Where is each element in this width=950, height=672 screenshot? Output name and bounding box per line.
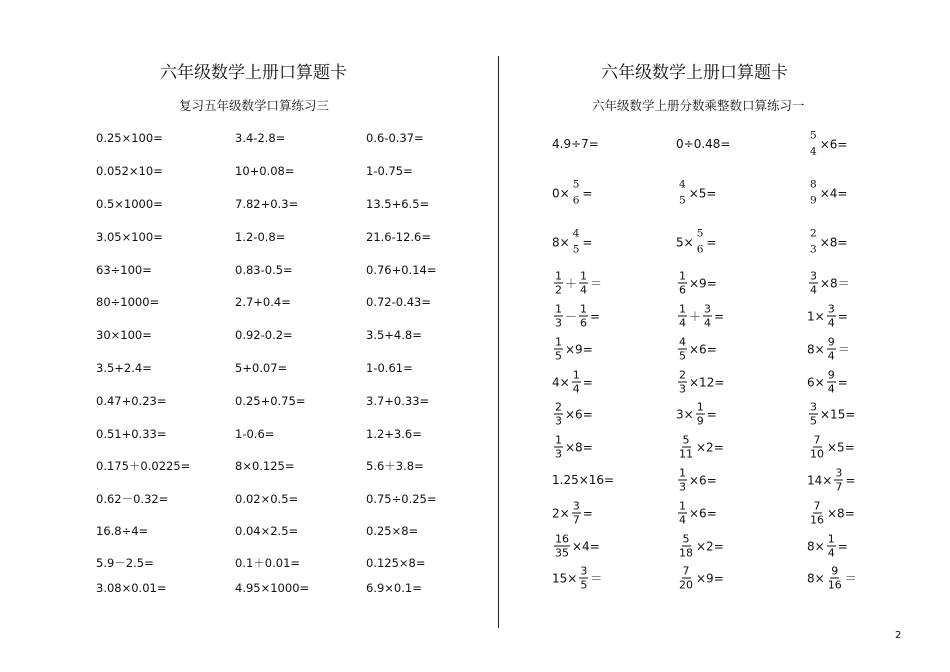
left-problem: 5.6＋3.8= xyxy=(366,459,424,473)
denominator: 4 xyxy=(572,382,580,396)
fraction-problem xyxy=(807,336,850,363)
left-problem: 3.05×100= xyxy=(96,230,163,244)
problem-operator: ×8= xyxy=(565,440,593,454)
problem-operator: = xyxy=(845,473,856,487)
left-problem: 0.6-0.37= xyxy=(366,131,424,145)
denominator: 4 xyxy=(810,283,817,297)
left-problem: 21.6-12.6= xyxy=(366,230,431,244)
problem-prefix: 6× xyxy=(807,375,825,389)
problem-prefix: 0÷0.48= xyxy=(676,137,731,151)
denominator: 18 xyxy=(679,546,693,560)
problem-operator: ＋ xyxy=(689,309,702,324)
problem-operator: ＝ xyxy=(837,342,850,357)
fraction xyxy=(703,303,712,330)
numerator: 1 xyxy=(679,302,686,316)
fraction-problem xyxy=(552,228,592,257)
denominator: 4 xyxy=(827,546,835,560)
right-subtitle: 六年级数学上册分数乘整数口算练习一 xyxy=(592,98,805,113)
left-problem: 30×100= xyxy=(96,328,152,342)
left-problem: 5.9－2.5= xyxy=(96,556,154,570)
fraction xyxy=(809,500,825,527)
problem-operator: ×4= xyxy=(819,186,848,200)
problem-prefix: 8× xyxy=(807,571,825,585)
fraction-problem xyxy=(552,565,602,592)
left-problem: 63÷100= xyxy=(96,263,152,277)
problem-prefix: 4.9÷7= xyxy=(552,137,599,151)
denominator: 6 xyxy=(572,194,580,207)
problem-operator: ＋ xyxy=(565,276,578,291)
left-problem: 0.02×0.5= xyxy=(235,492,299,506)
denominator: 5 xyxy=(580,578,588,592)
problem-suffix: = xyxy=(714,309,725,323)
problem-operator: ×6= xyxy=(689,342,717,356)
denominator: 4 xyxy=(679,316,686,330)
left-problem: 4.95×1000= xyxy=(235,581,310,595)
fraction xyxy=(809,130,818,159)
numerator: 1 xyxy=(696,400,704,414)
numerator: 3 xyxy=(810,269,817,283)
column-divider xyxy=(498,56,499,628)
left-problem: 6.9×0.1= xyxy=(366,581,422,595)
left-problem: 8×0.125= xyxy=(235,459,295,473)
denominator: 5 xyxy=(555,349,562,363)
problem-operator: ×2= xyxy=(696,539,724,553)
problem-prefix: 8× xyxy=(552,235,570,249)
denominator: 7 xyxy=(835,480,843,494)
fraction xyxy=(809,228,818,257)
denominator: 3 xyxy=(555,447,562,461)
left-problem: 0.25+0.75= xyxy=(235,394,306,408)
fraction xyxy=(834,467,843,494)
problem-operator: = xyxy=(837,309,848,323)
fraction-problem xyxy=(807,401,855,428)
denominator: 9 xyxy=(810,194,817,207)
denominator: 5 xyxy=(572,243,580,256)
problem-operator: ×8= xyxy=(827,506,855,520)
numerator: 1 xyxy=(555,302,562,316)
problem-operator: = xyxy=(582,186,593,200)
fraction xyxy=(579,270,588,297)
left-problem: 0.25×8= xyxy=(366,524,419,538)
denominator: 9 xyxy=(696,414,704,428)
left-problem: 5+0.07= xyxy=(235,361,288,375)
left-problem: 0.175＋0.0225= xyxy=(96,459,191,473)
numerator: 8 xyxy=(810,178,817,191)
problem-operator: － xyxy=(565,309,578,324)
fraction-problem xyxy=(807,270,850,297)
fraction-problem xyxy=(807,369,848,396)
numerator: 9 xyxy=(827,335,835,349)
left-problem: 0.51+0.33= xyxy=(96,427,167,441)
left-problem: 1-0.6= xyxy=(235,427,275,441)
fraction xyxy=(809,401,818,428)
left-problem: 3.4-2.8= xyxy=(235,131,286,145)
denominator: 3 xyxy=(679,480,686,494)
numerator: 1 xyxy=(679,269,686,283)
problem-operator: ×4= xyxy=(572,539,600,553)
left-problem: 1-0.61= xyxy=(366,361,413,375)
fraction xyxy=(572,500,581,527)
left-problem: 3.5+4.8= xyxy=(366,328,422,342)
fraction xyxy=(827,303,836,330)
problem-operator: ＝ xyxy=(590,571,603,586)
left-problem: 10+0.08= xyxy=(235,164,295,178)
numerator: 3 xyxy=(810,400,817,414)
denominator: 20 xyxy=(679,578,693,592)
left-problem: 13.5+6.5= xyxy=(366,197,430,211)
problem-operator: ×6= xyxy=(819,137,848,151)
denominator: 4 xyxy=(704,316,712,330)
left-problem: 1-0.75= xyxy=(366,164,413,178)
numerator: 9 xyxy=(827,368,835,382)
problem-operator: ×9= xyxy=(565,342,593,356)
numerator: 1 xyxy=(580,302,588,316)
fraction xyxy=(696,228,705,257)
fraction-problem xyxy=(676,369,724,396)
numerator: 1 xyxy=(555,433,562,447)
left-problem: 0.83-0.5= xyxy=(235,263,293,277)
fraction xyxy=(678,500,687,527)
fraction-problem xyxy=(807,303,848,330)
fraction-problem xyxy=(676,500,717,527)
numerator: 3 xyxy=(572,499,580,513)
problem-operator: ×6= xyxy=(565,407,593,421)
fraction-problem xyxy=(552,270,602,297)
fraction xyxy=(678,434,694,461)
denominator: 3 xyxy=(555,316,562,330)
fraction-problem xyxy=(676,401,717,428)
denominator: 4 xyxy=(827,382,835,396)
denominator: 5 xyxy=(810,414,817,428)
numerator: 1 xyxy=(572,368,580,382)
denominator: 4 xyxy=(810,145,817,158)
problem-prefix: 4× xyxy=(552,375,570,389)
numerator: 2 xyxy=(810,227,817,240)
denominator: 7 xyxy=(572,513,580,527)
numerator: 3 xyxy=(704,302,712,316)
fraction xyxy=(678,336,687,363)
fraction xyxy=(678,467,687,494)
denominator: 3 xyxy=(810,243,817,256)
numerator: 1 xyxy=(679,466,686,480)
numerator: 5 xyxy=(682,433,690,447)
fraction xyxy=(678,565,694,592)
left-problem: 0.125×8= xyxy=(366,556,426,570)
denominator: 6 xyxy=(580,316,588,330)
fraction-problem xyxy=(807,179,847,208)
fraction-problem xyxy=(676,303,724,330)
left-problem: 7.82+0.3= xyxy=(235,197,299,211)
numerator: 1 xyxy=(555,269,562,283)
denominator: 3 xyxy=(555,414,562,428)
denominator: 6 xyxy=(696,243,704,256)
fraction-problem xyxy=(676,137,730,151)
fraction xyxy=(809,179,818,208)
problem-prefix: 2× xyxy=(552,506,570,520)
fraction xyxy=(809,270,818,297)
denominator: 2 xyxy=(555,283,562,297)
left-problem: 1.2-0.8= xyxy=(235,230,286,244)
problem-operator: = xyxy=(706,407,717,421)
problem-prefix: 0× xyxy=(552,186,570,200)
denominator: 4 xyxy=(679,513,686,527)
fraction xyxy=(554,533,570,560)
fraction xyxy=(678,533,694,560)
fraction-problem xyxy=(807,228,847,257)
fraction-problem xyxy=(552,336,593,363)
left-problem: 0.72-0.43= xyxy=(366,295,431,309)
fraction-problem xyxy=(807,565,857,592)
problem-operator: = xyxy=(706,235,717,249)
numerator: 5 xyxy=(696,227,704,240)
fraction xyxy=(809,434,825,461)
denominator: 10 xyxy=(810,447,824,461)
problem-operator: = xyxy=(582,375,593,389)
numerator: 1 xyxy=(555,335,562,349)
problem-operator: ×6= xyxy=(689,473,717,487)
fraction-problem xyxy=(552,369,593,396)
problem-operator: = xyxy=(582,235,593,249)
fraction xyxy=(554,434,563,461)
numerator: 5 xyxy=(810,129,817,142)
fraction-problem xyxy=(807,500,855,527)
fraction xyxy=(827,565,843,592)
denominator: 35 xyxy=(555,546,569,560)
problem-prefix: 15× xyxy=(552,571,578,585)
denominator: 3 xyxy=(679,382,686,396)
fraction-problem xyxy=(552,500,593,527)
left-problem: 3.5+2.4= xyxy=(96,361,152,375)
denominator: 4 xyxy=(827,349,835,363)
fraction-problem xyxy=(807,130,847,159)
fraction xyxy=(572,179,581,208)
problem-operator: ×9= xyxy=(689,276,717,290)
fraction-problem xyxy=(552,434,593,461)
problem-operator: ×6= xyxy=(689,506,717,520)
denominator: 6 xyxy=(679,283,686,297)
fraction xyxy=(696,401,705,428)
problem-prefix: 14× xyxy=(807,473,833,487)
problem-operator: ×12= xyxy=(689,375,725,389)
problem-prefix: 8× xyxy=(807,539,825,553)
left-problem: 1.2+3.6= xyxy=(366,427,422,441)
fraction-problem xyxy=(676,467,717,494)
numerator: 1 xyxy=(679,499,686,513)
left-subtitle: 复习五年级数学口算练习三 xyxy=(179,98,330,113)
fraction xyxy=(572,228,581,257)
numerator: 7 xyxy=(813,499,821,513)
fraction-problem xyxy=(552,303,600,330)
numerator: 7 xyxy=(813,433,821,447)
fraction xyxy=(579,303,588,330)
fraction xyxy=(554,270,563,297)
left-title: 六年级数学上册口算题卡 xyxy=(160,63,347,83)
problem-operator: ×8= xyxy=(819,235,848,249)
fraction xyxy=(678,270,687,297)
left-problem: 16.8÷4= xyxy=(96,524,149,538)
fraction xyxy=(827,369,836,396)
fraction xyxy=(678,369,687,396)
problem-prefix: 5× xyxy=(676,235,694,249)
fraction-problem xyxy=(552,401,593,428)
numerator: 5 xyxy=(682,532,690,546)
fraction xyxy=(554,401,563,428)
denominator: 5 xyxy=(679,194,686,207)
fraction xyxy=(579,565,588,592)
fraction xyxy=(678,303,687,330)
left-problem: 0.1＋0.01= xyxy=(235,556,301,570)
left-problem: 2.7+0.4= xyxy=(235,295,291,309)
numerator: 1 xyxy=(827,532,835,546)
denominator: 5 xyxy=(679,349,686,363)
numerator: 4 xyxy=(572,227,580,240)
numerator: 16 xyxy=(555,532,569,546)
problem-operator: = xyxy=(837,539,848,553)
fraction xyxy=(827,533,836,560)
left-problem: 0.25×100= xyxy=(96,131,163,145)
numerator: 2 xyxy=(555,400,562,414)
problem-operator: ×2= xyxy=(696,440,724,454)
left-problem: 0.76+0.14= xyxy=(366,263,437,277)
numerator: 9 xyxy=(831,564,839,578)
fraction xyxy=(678,179,687,208)
numerator: 3 xyxy=(835,466,843,480)
numerator: 4 xyxy=(679,335,686,349)
problem-operator: = xyxy=(837,375,848,389)
numerator: 2 xyxy=(679,368,686,382)
left-problem: 0.62－0.32= xyxy=(96,492,169,506)
fraction-problem xyxy=(676,336,717,363)
problem-operator: ×5= xyxy=(827,440,855,454)
fraction-problem xyxy=(552,533,600,560)
fraction xyxy=(554,303,563,330)
problem-operator: ×8＝ xyxy=(820,276,850,291)
problem-suffix: = xyxy=(590,309,601,323)
denominator: 4 xyxy=(827,316,835,330)
fraction-problem xyxy=(676,179,716,208)
problem-suffix: ＝ xyxy=(590,276,603,291)
fraction-problem xyxy=(807,434,855,461)
fraction-problem xyxy=(552,179,592,208)
numerator: 4 xyxy=(679,178,686,191)
fraction xyxy=(554,336,563,363)
fraction-problem xyxy=(552,137,599,151)
denominator: 16 xyxy=(810,513,824,527)
problem-operator: ×5= xyxy=(688,186,717,200)
left-problem: 0.75÷0.25= xyxy=(366,492,437,506)
problem-prefix: 1× xyxy=(807,309,825,323)
left-problem: 3.08×0.01= xyxy=(96,581,167,595)
fraction-problem xyxy=(552,473,614,487)
page-number: 2 xyxy=(895,630,902,641)
left-problem: 3.7+0.33= xyxy=(366,394,430,408)
problem-operator: ＝ xyxy=(844,571,857,586)
problem-operator: ×15= xyxy=(820,407,856,421)
left-problem: 0.052×10= xyxy=(96,164,163,178)
numerator: 3 xyxy=(580,564,588,578)
denominator: 11 xyxy=(679,447,693,461)
left-problem: 0.92-0.2= xyxy=(235,328,293,342)
left-problem: 80÷1000= xyxy=(96,295,160,309)
problem-operator: ×9= xyxy=(696,571,724,585)
fraction-problem xyxy=(676,228,716,257)
fraction-problem xyxy=(676,565,724,592)
problem-prefix: 8× xyxy=(807,342,825,356)
numerator: 7 xyxy=(682,564,690,578)
problem-prefix: 3× xyxy=(676,407,694,421)
right-title: 六年级数学上册口算题卡 xyxy=(601,63,788,83)
numerator: 1 xyxy=(580,269,588,283)
left-problem: 0.47+0.23= xyxy=(96,394,167,408)
left-problem: 0.04×2.5= xyxy=(235,524,299,538)
denominator: 4 xyxy=(580,283,588,297)
fraction-problem xyxy=(676,434,724,461)
fraction xyxy=(572,369,581,396)
denominator: 16 xyxy=(827,578,842,592)
numerator: 3 xyxy=(827,302,835,316)
fraction-problem xyxy=(676,270,717,297)
problem-operator: = xyxy=(582,506,593,520)
fraction-problem xyxy=(676,533,724,560)
numerator: 5 xyxy=(572,178,580,191)
left-problem: 0.5×1000= xyxy=(96,197,163,211)
fraction-problem xyxy=(807,533,848,560)
fraction xyxy=(827,336,836,363)
problem-prefix: 1.25×16= xyxy=(552,473,615,487)
fraction-problem xyxy=(807,467,855,494)
